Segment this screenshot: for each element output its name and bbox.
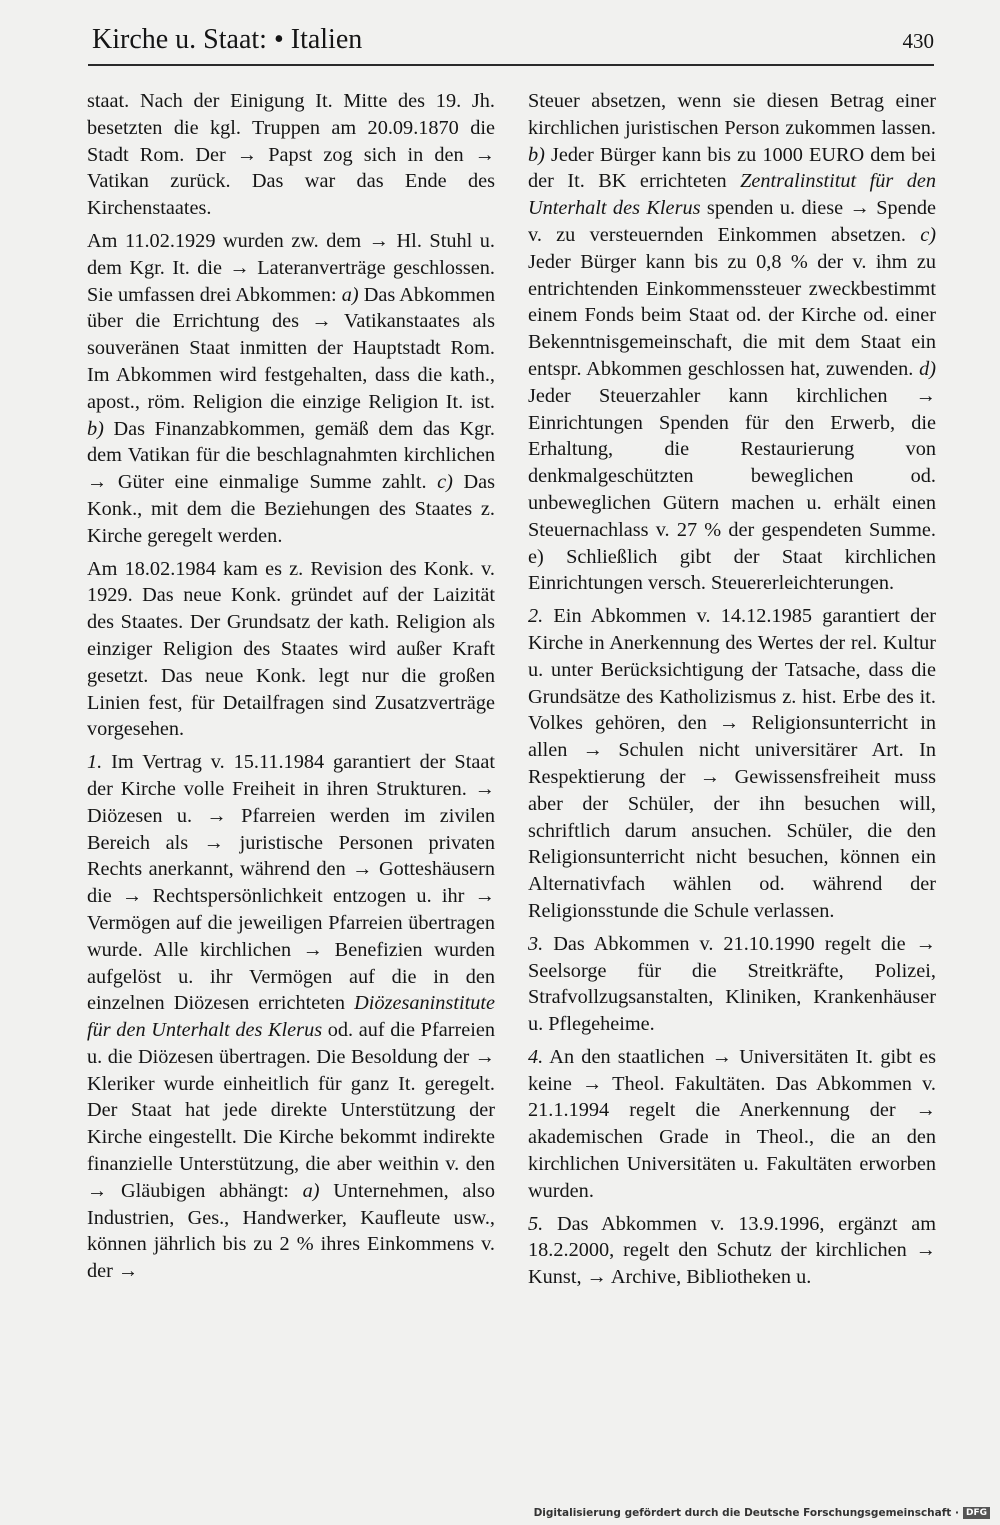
paragraph [87,228,495,550]
paragraph-text: Das Finanzabkommen, gemäß dem das Kgr. dem Vatikan für die beschlagnahmten kirchlichen → Güter eine einmalige Summe zahlt. [87,417,495,494]
paragraph [528,603,936,925]
list-marker: c) [437,471,453,494]
paragraph-text: Unternehmen, also Industrien, Ges., Handwerker, Kaufleute usw., können jährlich bis zu 2 % ihres Einkommens v. der → [87,1179,495,1283]
list-marker: d) [919,357,936,380]
paragraph-text: Jeder Bürger kann bis zu 0,8 % der v. ihm zu entrichtenden Einkommenssteuer zweckbestimmt einem Fonds beim Staat od. der Kirche od. einer Bekenntnisgemeinschaft, die mit dem Staat ein entspr. Abkommen geschlossen hat, zuwenden. [528,250,936,380]
list-marker: b) [87,417,104,440]
paragraph [528,1211,936,1291]
list-marker: 5. [528,1212,544,1235]
paragraph-text: Das Abkommen über die Errichtung des → Vatikanstaates als souveränen Staat inmitten der Hauptstadt Rom. Im Abkommen wird festgehalten, dass die kath., apost., röm. Religion die einzige Religion It. ist. [87,283,496,413]
paragraph-text: od. auf die Pfarreien u. die Diözesen übertragen. Die Besoldung der → Kleriker wurde einheitlich für ganz It. geregelt. Der Staat hat jede direkte Unterstützung der Kirche eingestellt. Die Kirche bekommt indirekte finanzielle Unterstützung, die aber weithin v. den → Gläubigen abhängt: [87,1019,495,1202]
paragraph-text: Im Vertrag v. 15.11.1984 garantiert der Staat der Kirche volle Freiheit in ihren Strukturen. → Diözesen u. → Pfarreien werden im zivilen Bereich als → juristische Personen privaten Rechts anerkannt, während den → Gotteshäusern die → Rechtspersönlichkeit entzogen u. ihr → Vermögen auf die jeweiligen Pfarreien übertragen wurde. Alle kirchlichen → Benefizien wurden aufgelöst u. ihr Vermögen auf die in den einzelnen Diözesen errichteten [87,751,495,1015]
paragraph [528,931,936,1038]
list-marker: 4. [528,1045,544,1068]
footer-credit [534,1507,990,1519]
paragraph-text: Jeder Steuerzahler kann kirchlichen → Einrichtungen Spenden für den Erwerb, die Erhaltung, die Restaurierung von denkmalgeschützten beweglichen od. unbeweglichen Gütern machen u. erhält einen Steuernachlass v. 27 % der gespendeten Summe. e) Schließlich gibt der Staat kirchlichen Einrichtungen versch. Steuererleichterungen. [528,384,936,595]
paragraph-text: Jeder Bürger kann bis zu 1000 EURO dem bei der It. BK errichteten [528,143,936,193]
paragraph-text: Das Abkommen v. 21.10.1990 regelt die → Seelsorge für die Streitkräfte, Polizei, Strafvollzugsanstalten, Kliniken, Krankenhäuser u. Pflegeheime. [528,932,936,1036]
paragraph [87,749,495,1285]
paragraph-text: Am 18.02.1984 kam es z. Revision des Konk. v. 1929. Das neue Konk. gründet auf der Laizität des Staates. Der Grundsatz der kath. Religion als einziger Religion des Staates wird außer Kraft gesetzt. Das neue Konk. legt nur die großen Linien fest, für Detailfragen sind Zusatzverträge vorgesehen. [87,557,495,741]
paragraph-text: spenden u. diese → Spende v. zu versteuernden Einkommen absetzen. [528,197,936,246]
italic-term: Diözesaninstitute für den Unterhalt des Klerus [87,992,495,1042]
list-marker: 1. [87,751,103,774]
paragraph [87,88,495,222]
paragraph-text: Am 11.02.1929 wurden zw. dem → Hl. Stuhl u. dem Kgr. It. die → Lateranverträge geschlossen. Sie umfassen drei Abkommen: [87,229,495,306]
paragraph [87,556,495,744]
page-number: 430 [902,29,934,53]
list-marker: 2. [528,605,544,628]
left-column [87,88,495,1291]
list-marker: a) [302,1179,320,1202]
paragraph-text: Steuer absetzen, wenn sie diesen Betrag einer kirchlichen juristischen Person zukommen lassen. [528,90,936,139]
footer-text: Digitalisierung gefördert durch die Deutsche Forschungsgemeinschaft · [533,1507,959,1519]
right-column [528,88,936,1297]
paragraph [528,1044,936,1205]
dfg-logo: DFG [963,1507,990,1519]
paragraph-text: Das Konk., mit dem die Beziehungen des Staates z. Kirche geregelt werden. [87,471,495,547]
paragraph-text: Ein Abkommen v. 14.12.1985 garantiert der Kirche in Anerkennung des Wertes der rel. Kultur u. unter Berücksichtigung der Tatsache, dass die Grundsätze des Katholizismus z. hist. Erbe des it. Volkes gehören, den → Religionsunterricht in allen → Schulen nicht universitärer Art. In Respektierung der → Gewissensfreiheit muss aber der Schüler, der ihn besuchen will, schriftlich darum ansuchen. Schüler, die den Religionsunterricht nicht besuchen, können ein Alternativfach wählen od. während der Religionsstunde die Schule verlassen. [528,605,936,922]
italic-term: Zentralinstitut für den Unterhalt des Klerus [528,170,936,220]
header-rule [88,64,934,66]
list-marker: b) [528,143,545,166]
list-marker: a) [341,283,359,306]
paragraph-text: staat. Nach der Einigung It. Mitte des 19. Jh. besetzten die kgl. Truppen am 20.09.1870 die Stadt Rom. Der → Papst zog sich in den → Vatikan zurück. Das war das Ende des Kirchenstaates. [87,90,495,220]
header-title: Kirche u. Staat: • Italien [92,24,363,55]
paragraph-text: Das Abkommen v. 13.9.1996, ergänzt am 18.2.2000, regelt den Schutz der kirchlichen → Kunst, → Archive, Bibliotheken u. [528,1212,936,1289]
paragraph-text: An den staatlichen → Universitäten It. gibt es keine → Theol. Fakultäten. Das Abkommen v. 21.1.1994 regelt die Anerkennung der → akademischen Grade in Theol., die an den kirchlichen Universitäten u. Fakultäten erworben wurden. [528,1045,936,1202]
list-marker: 3. [528,932,544,955]
list-marker: c) [920,223,936,246]
paragraph [528,88,936,597]
